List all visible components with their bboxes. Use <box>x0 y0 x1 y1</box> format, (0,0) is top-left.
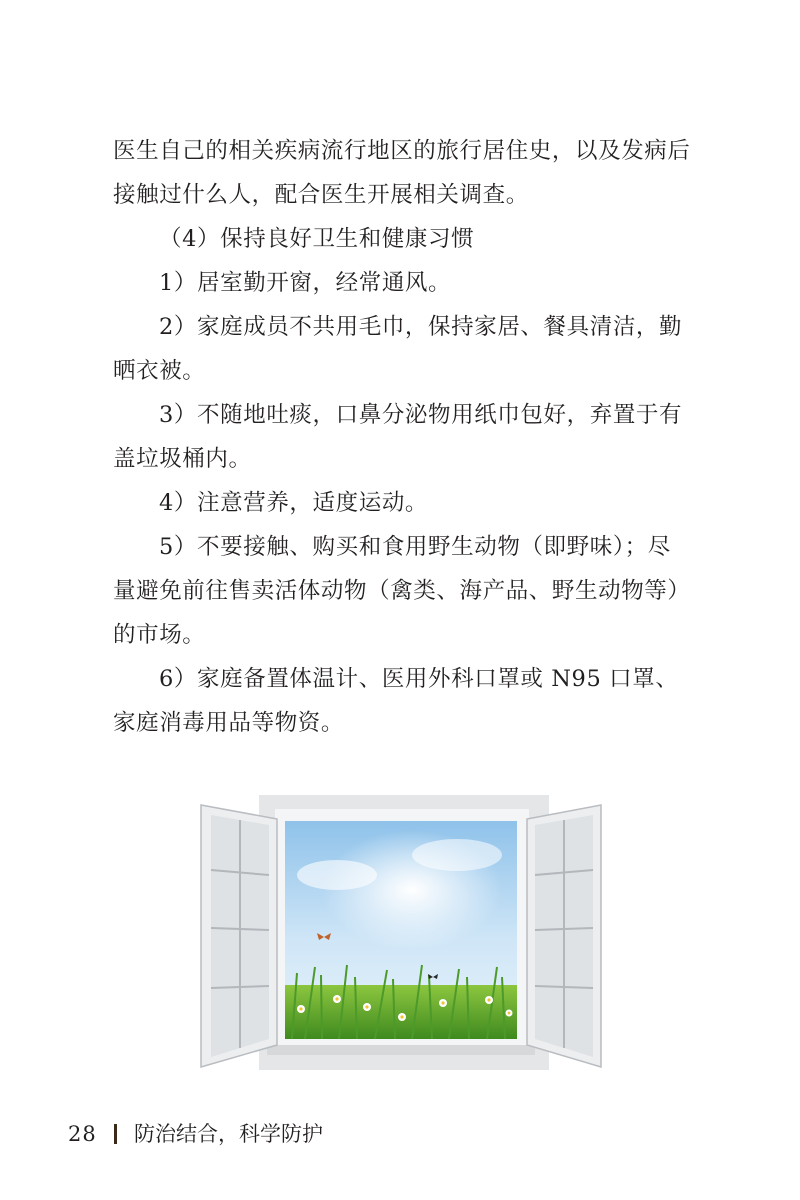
page-number: 28 <box>68 1122 97 1146</box>
list-item-1: 1）居室勤开窗，经常通风。 <box>159 270 452 296</box>
open-window-illustration <box>197 795 605 1070</box>
footer-divider <box>114 1124 117 1144</box>
list-item-6: 6）家庭备置体温计、医用外科口罩或 N95 口罩、家庭消毒用品等物资。 <box>113 666 679 736</box>
window-icon <box>197 795 605 1070</box>
section-heading: （4）保持良好卫生和健康习惯 <box>159 226 475 252</box>
paragraph-continued: 医生自己的相关疾病流行地区的旅行居住史，以及发病后接触过什么人，配合医生开展相关调查。 <box>113 138 691 208</box>
list-item-3: 3）不随地吐痰，口鼻分泌物用纸巾包好，弃置于有盖垃圾桶内。 <box>113 402 683 472</box>
book-title: 防治结合，科学防护 <box>134 1122 323 1146</box>
list-item-2: 2）家庭成员不共用毛巾，保持家居、餐具清洁，勤晒衣被。 <box>113 314 683 384</box>
list-item-4: 4）注意营养，适度运动。 <box>159 490 429 516</box>
list-item-5: 5）不要接触、购买和食用野生动物（即野味）；尽量避免前往售卖活体动物（禽类、海产品、野生动物等）的市场。 <box>113 534 691 648</box>
